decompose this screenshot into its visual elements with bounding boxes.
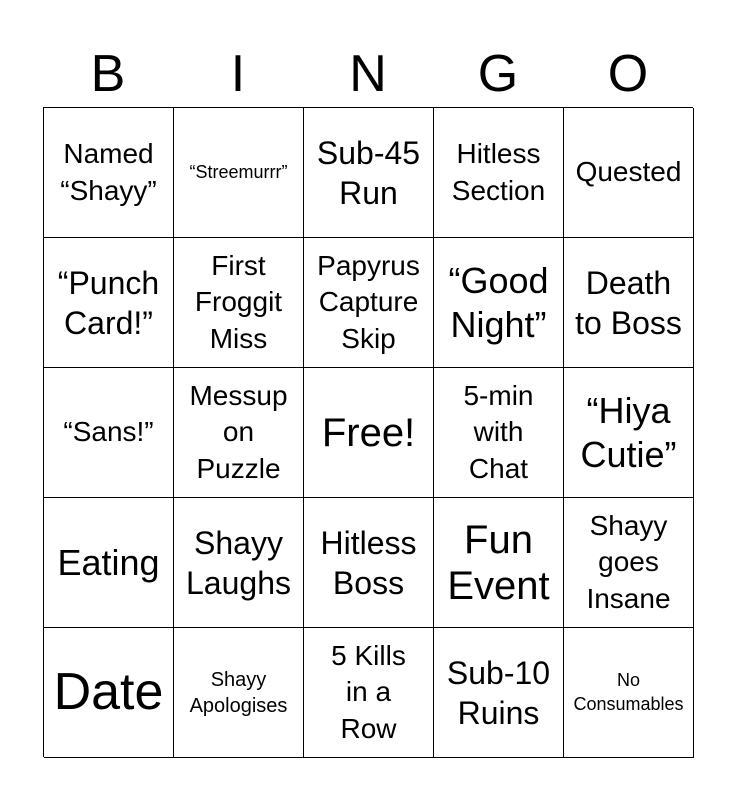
bingo-cell-r3c4[interactable]: 5-min with Chat — [434, 368, 564, 498]
bingo-cell-r5c1[interactable]: Date — [44, 628, 174, 758]
bingo-cell-r5c4[interactable]: Sub-10 Ruins — [434, 628, 564, 758]
bingo-cell-r3c2[interactable]: Messup on Puzzle — [174, 368, 304, 498]
bingo-cell-r4c1[interactable]: Eating — [44, 498, 174, 628]
header-letter-i: I — [230, 45, 246, 103]
bingo-header — [43, 40, 693, 108]
bingo-cell-r1c2[interactable]: “Streemurrr” — [174, 108, 304, 238]
header-letter-n: N — [349, 45, 387, 103]
header-letter-b: B — [90, 45, 126, 103]
bingo-cell-r4c2[interactable]: Shayy Laughs — [174, 498, 304, 628]
bingo-cell-r4c4[interactable]: Fun Event — [434, 498, 564, 628]
bingo-cell-r4c3[interactable]: Hitless Boss — [304, 498, 434, 628]
header-letter-o: O — [607, 45, 649, 103]
header-letter-g: G — [477, 45, 519, 103]
bingo-cell-r3c1[interactable]: “Sans!” — [44, 368, 174, 498]
bingo-cell-r1c4[interactable]: Hitless Section — [434, 108, 564, 238]
bingo-cell-free[interactable]: Free! — [304, 368, 434, 498]
bingo-cell-r4c5[interactable]: Shayy goes Insane — [564, 498, 694, 628]
bingo-cell-r5c5[interactable]: No Consumables — [564, 628, 694, 758]
bingo-cell-r5c3[interactable]: 5 Kills in a Row — [304, 628, 434, 758]
bingo-cell-r2c1[interactable]: “Punch Card!” — [44, 238, 174, 368]
bingo-grid — [43, 107, 693, 757]
bingo-cell-r2c4[interactable]: “Good Night” — [434, 238, 564, 368]
bingo-cell-r1c1[interactable]: Named “Shayy” — [44, 108, 174, 238]
bingo-cell-r5c2[interactable]: Shayy Apologises — [174, 628, 304, 758]
bingo-cell-r2c3[interactable]: Papyrus Capture Skip — [304, 238, 434, 368]
bingo-cell-r2c2[interactable]: First Froggit Miss — [174, 238, 304, 368]
bingo-cell-r1c5[interactable]: Quested — [564, 108, 694, 238]
bingo-cell-r1c3[interactable]: Sub-45 Run — [304, 108, 434, 238]
bingo-cell-r2c5[interactable]: Death to Boss — [564, 238, 694, 368]
bingo-cell-r3c5[interactable]: “Hiya Cutie” — [564, 368, 694, 498]
